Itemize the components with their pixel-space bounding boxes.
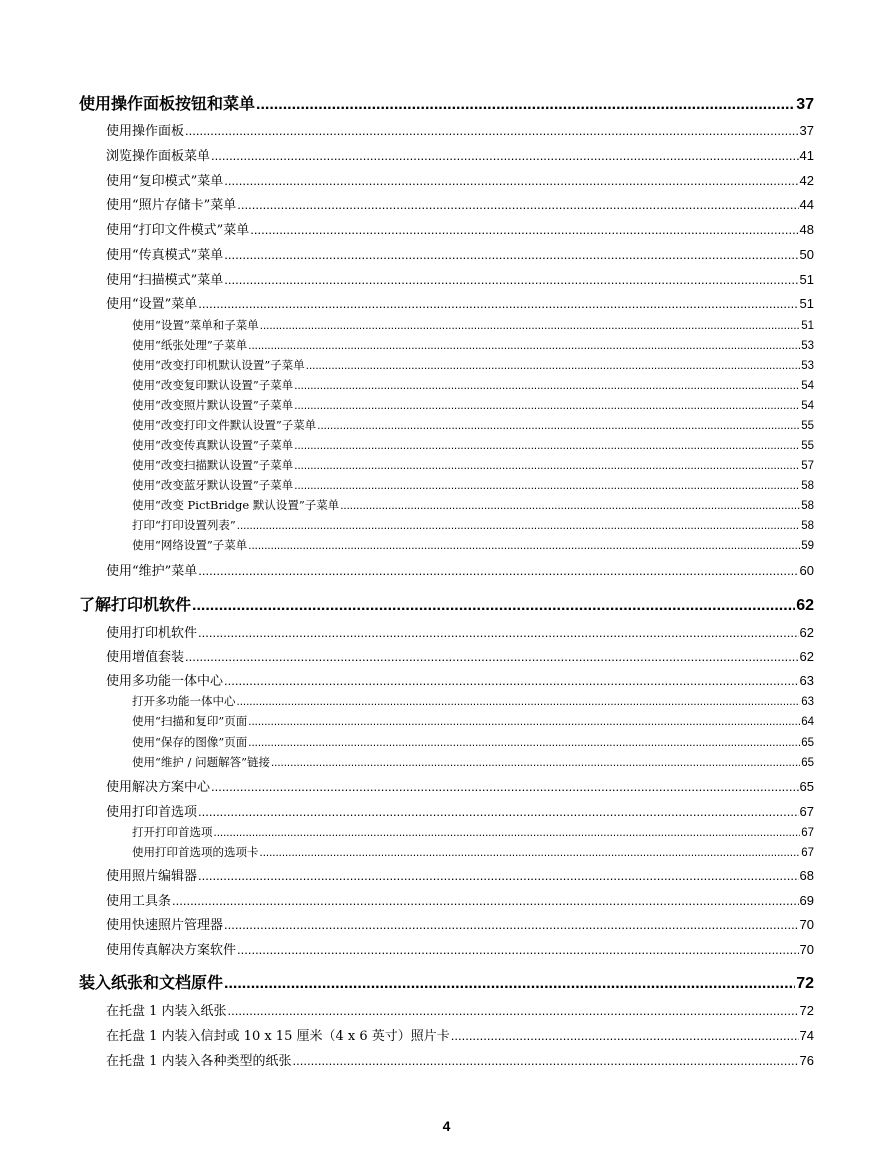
toc-entry-title: 使用快速照片管理器	[106, 918, 224, 933]
toc-entry-page: 70	[799, 917, 814, 932]
toc-entry-title: 使用“改变扫描默认设置”子菜单	[132, 458, 294, 472]
toc-entry-level-3[interactable]	[132, 692, 814, 710]
dot-leader	[198, 294, 798, 314]
toc-entry-title: 使用工具条	[106, 894, 172, 909]
toc-entry-page: 62	[799, 649, 814, 664]
toc-entry-level-2[interactable]	[106, 671, 814, 691]
toc-entry-level-3[interactable]	[132, 356, 814, 374]
toc-entry-title: 使用解决方案中心	[106, 780, 211, 795]
toc-entry-title: 使用“维护”菜单	[106, 564, 198, 579]
toc-entry-title: 打开打印首选项	[132, 825, 213, 839]
toc-entry-title: 使用操作面板	[106, 124, 185, 139]
dot-leader	[237, 517, 800, 535]
toc-entry-level-2[interactable]	[106, 171, 814, 191]
toc-entry-level-1[interactable]	[79, 93, 814, 115]
dot-leader	[185, 121, 799, 141]
toc-entry-title: 使用“改变 PictBridge 默认设置”子菜单	[132, 498, 340, 512]
dot-leader	[237, 940, 799, 960]
dot-leader	[198, 561, 798, 581]
toc-entry-page: 48	[799, 222, 814, 237]
toc-entry-title: 使用打印首选项	[106, 805, 198, 820]
toc-entry-title: 使用“打印文件模式”菜单	[106, 223, 250, 238]
toc-entry-title: 使用“设置”菜单和子菜单	[132, 318, 259, 332]
dot-leader	[306, 357, 800, 375]
dot-leader	[451, 1026, 799, 1046]
toc-entry-title: 使用照片编辑器	[106, 869, 198, 884]
dot-leader	[271, 754, 800, 772]
dot-leader	[248, 713, 800, 731]
toc-entry-level-2[interactable]	[106, 1026, 814, 1046]
dot-leader	[294, 477, 800, 495]
toc-entry-title: 使用“纸张处理”子菜单	[132, 338, 248, 352]
toc-entry-title: 装入纸张和文档原件	[79, 973, 224, 992]
toc-entry-page: 37	[799, 123, 814, 138]
toc-entry-page: 60	[799, 563, 814, 578]
toc-entry-page: 62	[799, 625, 814, 640]
toc-entry-title: 使用多功能一体中心	[106, 674, 224, 689]
toc-entry-title: 使用“改变传真默认设置”子菜单	[132, 438, 294, 452]
dot-leader	[237, 195, 798, 215]
toc-entry-page: 53	[801, 340, 814, 352]
toc-entry-title: 打印“打印设置列表”	[132, 518, 236, 532]
dot-leader	[198, 623, 799, 643]
toc-entry-title: 使用“网络设置”子菜单	[132, 538, 248, 552]
dot-leader	[211, 777, 799, 797]
toc-entry-title: 使用打印首选项的选项卡	[132, 845, 259, 859]
toc-entry-title: 打开多功能一体中心	[132, 694, 236, 708]
toc-entry-level-1[interactable]	[79, 594, 814, 616]
toc-entry-title: 使用“设置”菜单	[106, 297, 198, 312]
toc-entry-level-3[interactable]	[132, 733, 814, 751]
dot-leader	[237, 693, 801, 711]
dot-leader	[211, 146, 799, 166]
dot-leader	[228, 1001, 799, 1021]
toc-entry-level-2[interactable]	[106, 891, 814, 911]
toc-entry-title: 使用“照片存储卡”菜单	[106, 198, 237, 213]
toc-entry-title: 在托盘 1 内装入信封或 10 x 15 厘米（4 x 6 英寸）照片卡	[106, 1029, 450, 1044]
dot-leader	[294, 437, 800, 455]
toc-entry-level-2[interactable]	[106, 866, 814, 886]
toc-entry-page: 69	[799, 893, 814, 908]
dot-leader	[317, 417, 800, 435]
dot-leader	[224, 915, 799, 935]
toc-entry-level-2[interactable]	[106, 294, 814, 314]
toc-entry-page: 44	[799, 197, 814, 212]
toc-entry-page: 70	[799, 942, 814, 957]
toc-entry-title: 在托盘 1 内装入各种类型的纸张	[106, 1054, 292, 1069]
dot-leader	[224, 245, 798, 265]
toc-entry-level-2[interactable]	[106, 121, 814, 141]
toc-entry-level-2[interactable]	[106, 146, 814, 166]
toc-entry-level-3[interactable]	[132, 316, 814, 334]
toc-entry-title: 使用“改变蓝牙默认设置”子菜单	[132, 478, 294, 492]
toc-entry-title: 浏览操作面板菜单	[106, 149, 211, 164]
toc-entry-level-3[interactable]	[132, 416, 814, 434]
toc-entry-level-3[interactable]	[132, 436, 814, 454]
toc-entry-level-3[interactable]	[132, 456, 814, 474]
toc-entry-level-2[interactable]	[106, 1051, 814, 1071]
toc-entry-page: 64	[801, 716, 814, 728]
toc-entry-page: 72	[796, 975, 814, 992]
toc-entry-page: 58	[801, 500, 814, 512]
toc-entry-level-2[interactable]	[106, 195, 814, 215]
toc-entry-page: 67	[801, 827, 814, 839]
dot-leader	[248, 734, 800, 752]
dot-leader	[256, 94, 795, 116]
dot-leader	[185, 647, 799, 667]
dot-leader	[224, 973, 795, 995]
toc-entry-page: 67	[799, 804, 814, 819]
toc-entry-page: 65	[801, 757, 814, 769]
toc-entry-level-1[interactable]	[79, 972, 814, 994]
toc-entry-level-2[interactable]	[106, 647, 814, 667]
dot-leader	[294, 377, 800, 395]
toc-entry-page: 63	[799, 673, 814, 688]
toc-entry-page: 55	[801, 440, 814, 452]
dot-leader	[198, 866, 799, 886]
toc-entry-page: 68	[799, 868, 814, 883]
toc-entry-page: 41	[799, 148, 814, 163]
toc-entry-page: 42	[799, 173, 814, 188]
toc-entry-page: 54	[801, 380, 814, 392]
toc-entry-page: 74	[799, 1028, 814, 1043]
dot-leader	[293, 1051, 799, 1071]
toc-entry-level-2[interactable]	[106, 245, 814, 265]
dot-leader	[294, 457, 800, 475]
toc-entry-page: 59	[801, 540, 814, 552]
toc-entry-title: 使用“扫描模式”菜单	[106, 273, 224, 288]
page-number: 4	[442, 1118, 451, 1134]
toc-entry-level-2[interactable]	[106, 1001, 814, 1021]
dot-leader	[224, 171, 798, 191]
toc-entry-title: 使用“改变打印文件默认设置”子菜单	[132, 418, 317, 432]
toc-entry-page: 67	[801, 847, 814, 859]
toc-entry-title: 使用“改变复印默认设置”子菜单	[132, 378, 294, 392]
toc-entry-title: 使用“维护 / 问题解答”链接	[132, 755, 270, 769]
toc-entry-level-2[interactable]	[106, 915, 814, 935]
toc-entry-title: 使用传真解决方案软件	[106, 943, 237, 958]
dot-leader	[198, 802, 799, 822]
dot-leader	[260, 844, 801, 862]
toc-entry-level-3[interactable]	[132, 496, 814, 514]
toc-entry-level-3[interactable]	[132, 536, 814, 554]
toc-entry-level-3[interactable]	[132, 823, 814, 841]
toc-entry-title: 使用“扫描和复印”页面	[132, 714, 248, 728]
dot-leader	[172, 891, 799, 911]
dot-leader	[248, 537, 800, 555]
toc-entry-page: 51	[799, 272, 814, 287]
toc-entry-title: 在托盘 1 内装入纸张	[106, 1004, 227, 1019]
toc-entry-title: 使用操作面板按钮和菜单	[79, 94, 256, 113]
dot-leader	[260, 317, 800, 335]
toc-entry-level-3[interactable]	[132, 336, 814, 354]
toc-entry-level-3[interactable]	[132, 712, 814, 730]
toc-entry-level-3[interactable]	[132, 476, 814, 494]
toc-entry-title: 使用“传真模式”菜单	[106, 248, 224, 263]
toc-entry-page: 63	[801, 696, 814, 708]
toc-entry-level-2[interactable]	[106, 270, 814, 290]
toc-entry-page: 58	[801, 520, 814, 532]
toc-entry-page: 50	[799, 247, 814, 262]
dot-leader	[192, 595, 795, 617]
toc-entry-title: 使用“保存的图像”页面	[132, 735, 248, 749]
toc-entry-page: 65	[801, 737, 814, 749]
toc-entry-title: 使用“复印模式”菜单	[106, 174, 224, 189]
toc-entry-title: 使用打印机软件	[106, 626, 198, 641]
toc-entry-title: 使用“改变照片默认设置”子菜单	[132, 398, 294, 412]
dot-leader	[340, 497, 800, 515]
toc-entry-title: 使用“改变打印机默认设置”子菜单	[132, 358, 305, 372]
toc-entry-page: 76	[799, 1053, 814, 1068]
toc-entry-level-3[interactable]	[132, 516, 814, 534]
toc-entry-level-2[interactable]	[106, 802, 814, 822]
toc-entry-page: 58	[801, 480, 814, 492]
toc-entry-page: 62	[796, 597, 814, 614]
toc-entry-page: 55	[801, 420, 814, 432]
toc-entry-page: 53	[801, 360, 814, 372]
toc-entry-page: 54	[801, 400, 814, 412]
dot-leader	[248, 337, 800, 355]
toc-entry-title: 了解打印机软件	[79, 595, 192, 614]
toc-entry-level-3[interactable]	[132, 396, 814, 414]
toc-entry-page: 37	[796, 96, 814, 113]
dot-leader	[224, 671, 799, 691]
toc-entry-level-3[interactable]	[132, 753, 814, 771]
toc-entry-level-3[interactable]	[132, 843, 814, 861]
toc-entry-title: 使用增值套装	[106, 650, 185, 665]
toc-entry-level-2[interactable]	[106, 940, 814, 960]
toc-entry-page: 65	[799, 779, 814, 794]
toc-entry-page: 51	[799, 296, 814, 311]
dot-leader	[224, 270, 798, 290]
toc-entry-level-3[interactable]	[132, 376, 814, 394]
dot-leader	[250, 220, 798, 240]
toc-entry-level-2[interactable]	[106, 220, 814, 240]
toc-entry-page: 51	[801, 320, 814, 332]
toc-entry-page: 57	[801, 460, 814, 472]
toc-entry-page: 72	[799, 1003, 814, 1018]
toc-entry-level-2[interactable]	[106, 623, 814, 643]
dot-leader	[214, 824, 801, 842]
dot-leader	[294, 397, 800, 415]
toc-entry-level-2[interactable]	[106, 561, 814, 581]
toc-entry-level-2[interactable]	[106, 777, 814, 797]
